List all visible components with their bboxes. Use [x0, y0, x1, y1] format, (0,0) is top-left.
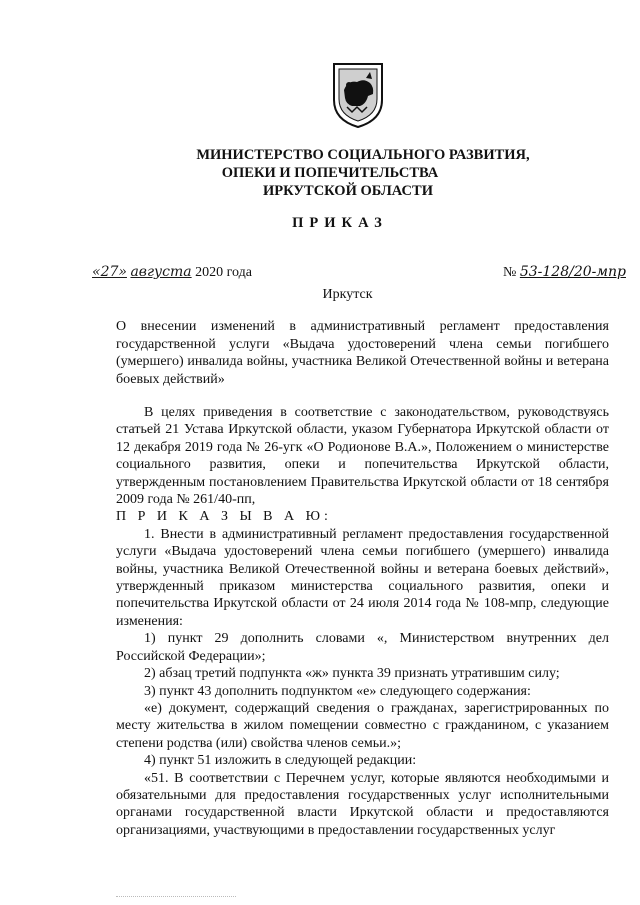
subitem-4: 4) пункт 51 изложить в следующей редакции: — [144, 753, 417, 769]
date-year: 2020 года — [195, 265, 252, 280]
item-1: 1. Внести в административный регламент предоставления государственной услуги «Выдача удостоверений члена семьи погибшего (умершего) инвалида войны, участника Великой Отечественной войны и ветерана боевых действий», утвержденный приказом министерства социального развития, опеки и попечительства Иркутской области от 24 июля 2014 года № 108-мпр, следующие изменения: — [116, 526, 609, 629]
order-number — [503, 264, 626, 281]
order-date — [92, 264, 252, 281]
page-bottom-divider — [116, 896, 236, 897]
city: Иркутск — [322, 287, 373, 302]
order-body — [116, 404, 609, 839]
number-prefix: № — [503, 265, 517, 280]
order-subject — [116, 318, 609, 388]
order-word: П Р И К А З Ы В А Ю: — [116, 509, 332, 525]
ministry-name-line3: ИРКУТСКОЙ ОБЛАСТИ — [263, 183, 433, 199]
ministry-name-line2: ОПЕКИ И ПОПЕЧИТЕЛЬСТВА — [221, 165, 439, 181]
subject-text: О внесении изменений в административный регламент предоставления государственной услуги «Выдача удостоверений члена семьи погибшего (умершего) инвалида войны, участника Великой Отечественной войны и ветерана боевых действий» — [116, 319, 609, 387]
ministry-name-line1: МИНИСТЕРСТВО СОЦИАЛЬНОГО РАЗВИТИЯ, — [196, 147, 530, 163]
document-type-title: ПРИКАЗ — [292, 215, 388, 231]
subitem-3: 3) пункт 43 дополнить подпунктом «е» следующего содержания: — [144, 683, 531, 699]
subitem-4-text: «51. В соответствии с Перечнем услуг, которые являются необходимыми и обязательными для предоставления государственных услуг исполнительными органами государственной власти Иркутской области и предоставляются организациями, участвующими в предоставлении государственных услуг — [116, 770, 609, 838]
subitem-2: 2) абзац третий подпункта «ж» пункта 39 признать утратившим силу; — [144, 666, 560, 682]
date-month: августа — [130, 264, 192, 280]
preamble: В целях приведения в соответствие с законодательством, руководствуясь статьей 21 Устава Иркутской области, указом Губернатора Иркутской области от 12 декабря 2019 года № 26-угк «О Родионове В.А.», Положением о министерстве социального развития, опеки и попечительства Иркутской области, утвержденным постановлением Правительства Иркутской области от 18 сентября 2009 года № 261/40-пп, — [116, 405, 609, 508]
subitem-3-text: «е) документ, содержащий сведения о гражданах, зарегистрированных по месту жительства в жилом помещении совместно с гражданином, с указанием степени родства (или) свойства членов семьи.»; — [116, 700, 609, 751]
number-value: 53-128/20-мпр — [519, 264, 626, 280]
coat-of-arms-icon — [330, 60, 386, 130]
date-day: «27» — [92, 264, 127, 280]
subitem-1: 1) пункт 29 дополнить словами «, Министерством внутренних дел Российской Федерации»; — [116, 631, 609, 664]
